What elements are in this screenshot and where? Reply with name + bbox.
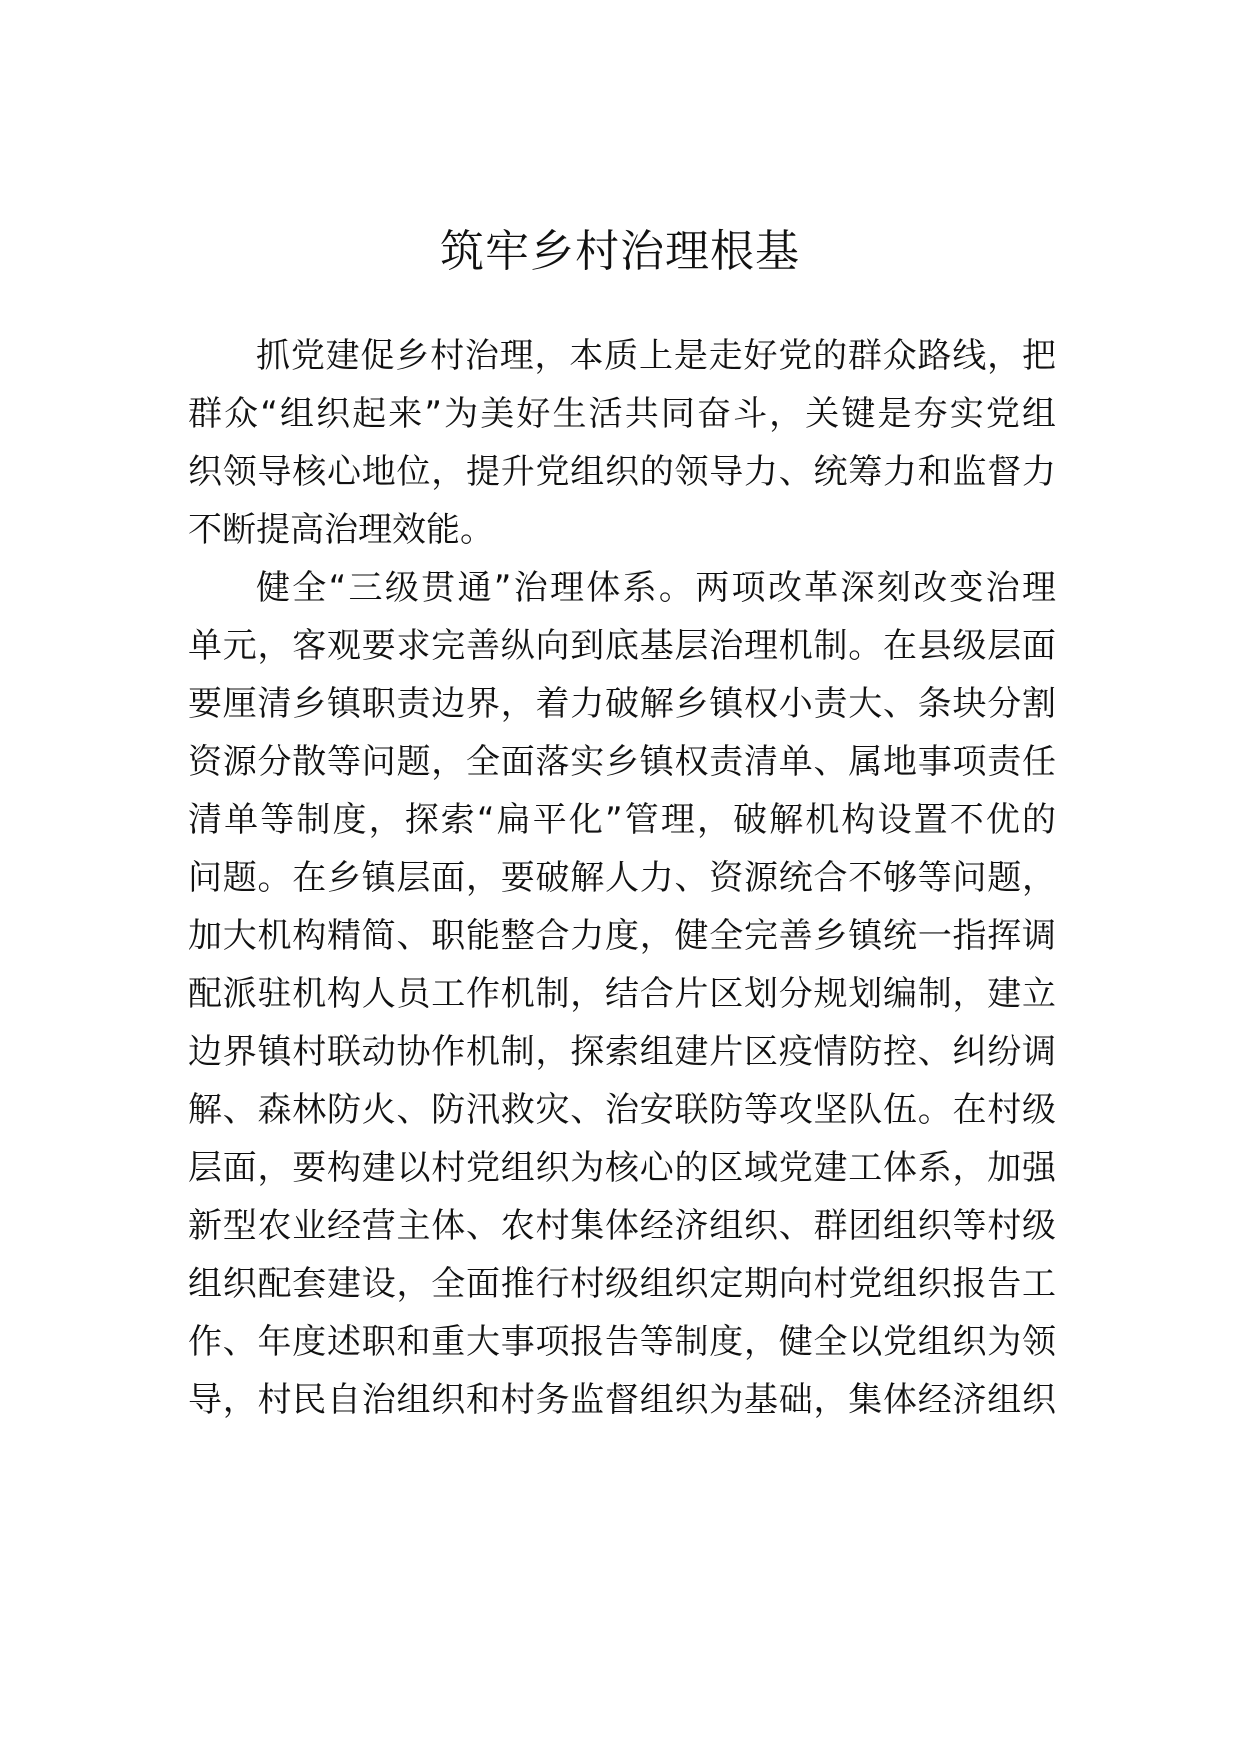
paragraph-line: 要厘清乡镇职责边界，着力破解乡镇权小责大、条块分割 — [188, 684, 1056, 724]
paragraph-line: 抓党建促乡村治理，本质上是走好党的群众路线，把 — [256, 336, 1056, 376]
paragraph-line: 清单等制度，探索“扁平化”管理，破解机构设置不优的 — [188, 800, 1056, 840]
paragraph-line: 层面，要构建以村党组织为核心的区域党建工体系，加强 — [188, 1148, 1056, 1188]
paragraph-line: 边界镇村联动协作机制，探索组建片区疫情防控、纠纷调 — [188, 1032, 1056, 1072]
paragraph-line: 不断提高治理效能。 — [188, 510, 494, 550]
document-title: 筑牢乡村治理根基 — [440, 226, 800, 277]
paragraph-line: 加大机构精简、职能整合力度，健全完善乡镇统一指挥调 — [188, 916, 1056, 956]
paragraph-line: 问题。在乡镇层面，要破解人力、资源统合不够等问题， — [188, 858, 1056, 898]
paragraph-line: 健全“三级贯通”治理体系。两项改革深刻改变治理 — [256, 568, 1056, 608]
paragraph-line: 组织配套建设，全面推行村级组织定期向村党组织报告工 — [188, 1264, 1056, 1304]
paragraph-line: 新型农业经营主体、农村集体经济组织、群团组织等村级 — [188, 1206, 1056, 1246]
paragraph-line: 作、年度述职和重大事项报告等制度，健全以党组织为领 — [188, 1322, 1056, 1362]
paragraph-line: 导，村民自治组织和村务监督组织为基础，集体经济组织 — [188, 1380, 1056, 1420]
paragraph-line: 资源分散等问题，全面落实乡镇权责清单、属地事项责任 — [188, 742, 1056, 782]
paragraph-line: 解、森林防火、防汛救灾、治安联防等攻坚队伍。在村级 — [188, 1090, 1056, 1130]
paragraph-line: 织领导核心地位，提升党组织的领导力、统筹力和监督力 — [188, 452, 1056, 492]
paragraph-line: 配派驻机构人员工作机制，结合片区划分规划编制，建立 — [188, 974, 1056, 1014]
paragraph-line: 单元，客观要求完善纵向到底基层治理机制。在县级层面 — [188, 626, 1056, 666]
paragraph-line: 群众“组织起来”为美好生活共同奋斗，关键是夯实党组 — [188, 394, 1056, 434]
